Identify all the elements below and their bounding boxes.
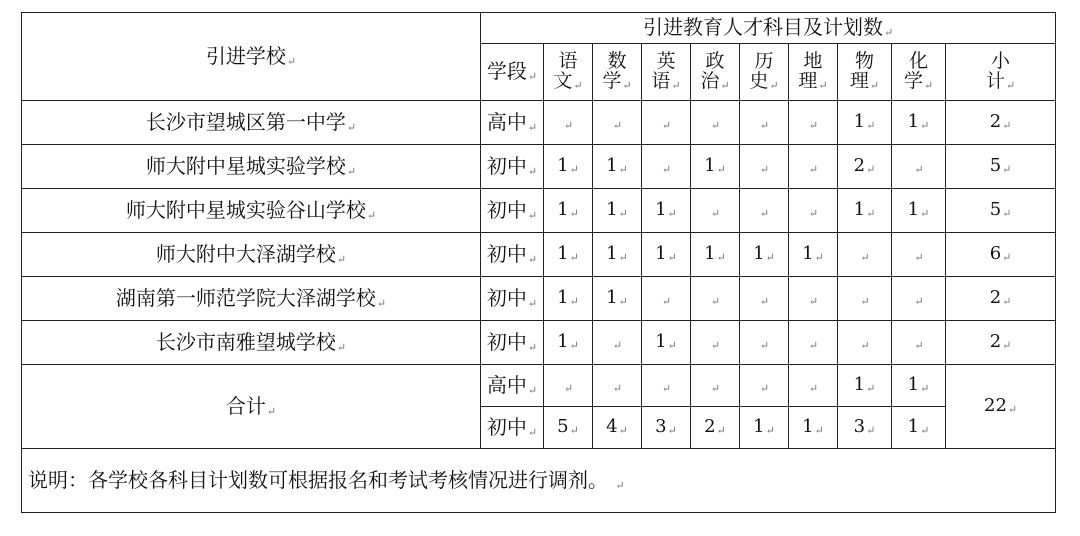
paragraph-mark: ↵ [527,164,538,178]
grand-total-cell [946,365,1056,449]
count-cell [642,321,691,365]
paragraph-mark: ↵ [527,425,538,439]
count-value: 1 [655,199,667,221]
paragraph-mark: ↵ [1002,295,1012,309]
stage-cell [481,277,544,321]
paragraph-mark: ↵ [618,295,628,309]
count-cell [789,321,838,365]
count-cell [838,277,892,321]
school-name: 师大附中星城实验谷山学校 [125,197,366,222]
paragraph-mark: ↵ [618,251,628,265]
paragraph-mark: ↵ [920,424,930,438]
total-count-cell [544,365,593,407]
paragraph-mark: ↵ [661,295,672,309]
count-cell [544,101,593,145]
paragraph-mark: ↵ [527,70,538,84]
paragraph-mark: ↵ [671,79,681,92]
paragraph-mark: ↵ [569,163,579,177]
total-label-cell [22,365,481,449]
stage-value: 初中 [486,197,527,222]
paragraph-mark: ↵ [716,424,726,438]
paragraph-mark: ↵ [808,207,819,221]
paragraph-mark: ↵ [1002,251,1012,265]
count-value: 1 [655,331,667,353]
count-value: 1 [557,155,569,177]
subject-header-line1: 历 [754,50,774,73]
count-cell [740,233,789,277]
school-name: 长沙市南雅望城学校 [155,329,336,354]
count-value: 1 [606,243,618,265]
paragraph-mark: ↵ [808,339,819,353]
paragraph-mark: ↵ [923,79,934,92]
count-value: 1 [704,243,716,265]
count-cell [691,233,740,277]
count-cell [838,189,892,233]
count-value: 1 [907,111,920,133]
paragraph-mark: ↵ [573,79,583,92]
subjects-group-title: 引进教育人才科目及计划数 [642,15,883,40]
paragraph-mark: ↵ [814,424,824,438]
subjects-group-header [481,13,1056,44]
subject-header-line2: 学 [903,70,923,92]
count-cell [740,145,789,189]
paragraph-mark: ↵ [914,163,924,177]
stage-value: 初中 [486,241,527,266]
subject-header-line2: 学 [602,70,622,92]
paragraph-mark: ↵ [866,424,876,438]
count-cell [838,233,892,277]
count-value: 1 [655,243,667,265]
count-cell [740,277,789,321]
count-cell [892,101,946,145]
stage-value: 高中 [486,109,527,134]
grand-total-value: 22 [984,395,1007,417]
paragraph-mark: ↵ [563,119,574,133]
count-value: 1 [557,199,569,221]
total-count-cell [544,407,593,449]
count-value: 1 [557,287,569,309]
subject-header [593,44,642,101]
paragraph-mark: ↵ [266,404,277,418]
count-cell [838,101,892,145]
count-value: 1 [606,199,618,221]
paragraph-mark: ↵ [527,340,538,354]
subject-header-line1: 政 [705,50,725,73]
paragraph-mark: ↵ [563,382,574,396]
count-cell [593,145,642,189]
paragraph-mark: ↵ [667,207,677,221]
total-label: 合计 [225,393,266,418]
paragraph-mark: ↵ [618,163,628,177]
count-cell [892,145,946,189]
count-cell [544,189,593,233]
total-count-value: 3 [655,416,667,438]
count-cell [946,277,1056,321]
paragraph-mark: ↵ [920,119,930,133]
stage-value: 初中 [486,329,527,354]
paragraph-mark: ↵ [286,54,297,68]
school-row [22,101,1056,145]
count-value: 2 [989,111,1002,133]
stage-column-header [481,44,544,101]
count-value: 1 [853,111,866,133]
count-value: 1 [802,243,814,265]
count-cell [946,101,1056,145]
count-cell [892,277,946,321]
count-value: 1 [606,287,618,309]
paragraph-mark: ↵ [765,424,775,438]
paragraph-mark: ↵ [759,295,770,309]
subject-header-line2: 史 [749,70,769,92]
subject-header-line2: 文 [553,70,573,92]
count-cell [892,233,946,277]
subject-header-line1: 地 [803,50,823,73]
subject-header [838,44,892,101]
count-cell [642,145,691,189]
paragraph-mark: ↵ [527,120,538,134]
subject-header [691,44,740,101]
paragraph-mark: ↵ [615,478,625,492]
paragraph-mark: ↵ [527,296,538,310]
paragraph-mark: ↵ [667,339,677,353]
note-text: 说明：各学校各科目计划数可根据报名和考试考核情况进行调剂。 [28,467,608,492]
subject-header-line1: 英 [656,50,676,73]
total-count-value: 1 [753,416,765,438]
school-name-cell [22,189,481,233]
count-cell [946,145,1056,189]
paragraph-mark: ↵ [336,340,347,354]
paragraph-mark: ↵ [1002,163,1012,177]
count-value: 1 [557,243,569,265]
paragraph-mark: ↵ [808,382,819,396]
paragraph-mark: ↵ [710,339,721,353]
paragraph-mark: ↵ [1002,339,1012,353]
paragraph-mark: ↵ [860,251,870,265]
total-count-cell [892,407,946,449]
count-cell [740,189,789,233]
count-cell [691,145,740,189]
paragraph-mark: ↵ [661,119,672,133]
total-count-cell [838,365,892,407]
subject-header [789,44,838,101]
total-count-cell [593,407,642,449]
count-cell [740,101,789,145]
total-count-value: 1 [907,416,920,438]
paragraph-mark: ↵ [914,251,924,265]
school-name-cell [22,321,481,365]
count-cell [892,189,946,233]
subject-header [892,44,946,101]
stage-cell [481,407,544,449]
count-value: 1 [557,331,569,353]
count-cell [691,321,740,365]
subject-header-line1: 小 [991,50,1011,73]
paragraph-mark: ↵ [710,295,721,309]
paragraph-mark: ↵ [759,382,770,396]
total-count-cell [740,407,789,449]
school-name: 师大附中星城实验学校 [145,153,346,178]
count-cell [740,321,789,365]
subject-header-line1: 化 [908,50,928,73]
paragraph-mark: ↵ [866,119,876,133]
count-cell [593,101,642,145]
paragraph-mark: ↵ [914,295,924,309]
total-count-cell [892,365,946,407]
paragraph-mark: ↵ [883,26,894,40]
subject-header-line2: 语 [651,70,671,92]
paragraph-mark: ↵ [866,207,876,221]
count-cell [642,189,691,233]
paragraph-mark: ↵ [569,207,579,221]
paragraph-mark: ↵ [814,251,824,265]
stage-cell [481,321,544,365]
paragraph-mark: ↵ [759,339,770,353]
paragraph-mark: ↵ [710,382,721,396]
paragraph-mark: ↵ [860,295,870,309]
paragraph-mark: ↵ [710,119,721,133]
paragraph-mark: ↵ [765,251,775,265]
paragraph-mark: ↵ [808,119,819,133]
paragraph-mark: ↵ [376,296,387,310]
school-row [22,277,1056,321]
total-count-cell [642,407,691,449]
count-cell [544,233,593,277]
count-cell [544,321,593,365]
total-count-value: 4 [606,416,618,438]
stage-cell [481,365,544,407]
count-value: 6 [989,243,1002,265]
total-count-cell [691,407,740,449]
total-count-value: 1 [907,374,920,396]
subject-header-line2: 理 [798,70,818,92]
paragraph-mark: ↵ [1005,79,1016,92]
count-value: 2 [853,155,866,177]
plan-table [21,12,1056,513]
count-cell [544,145,593,189]
paragraph-mark: ↵ [667,251,677,265]
paragraph-mark: ↵ [866,382,876,396]
paragraph-mark: ↵ [346,164,357,178]
paragraph-mark: ↵ [618,424,628,438]
paragraph-mark: ↵ [759,207,770,221]
count-cell [642,101,691,145]
school-row [22,233,1056,277]
count-cell [691,101,740,145]
paragraph-mark: ↵ [527,383,538,397]
paragraph-mark: ↵ [569,251,579,265]
count-cell [642,233,691,277]
count-cell [593,233,642,277]
count-cell [642,277,691,321]
paragraph-mark: ↵ [914,339,924,353]
paragraph-mark: ↵ [808,295,819,309]
count-value: 1 [704,155,716,177]
paragraph-mark: ↵ [612,339,623,353]
count-value: 1 [853,199,866,221]
subject-header [642,44,691,101]
school-name: 湖南第一师范学院大泽湖学校 [115,285,376,310]
total-count-value: 1 [802,416,814,438]
count-value: 1 [753,243,765,265]
count-cell [838,145,892,189]
paragraph-mark: ↵ [667,424,677,438]
paragraph-mark: ↵ [710,207,721,221]
stage-cell [481,233,544,277]
stage-value: 初中 [486,153,527,178]
count-value: 1 [907,199,920,221]
school-name-cell [22,101,481,145]
paragraph-mark: ↵ [336,252,347,266]
count-cell [789,101,838,145]
school-column-header [22,13,481,101]
paragraph-mark: ↵ [818,79,828,92]
subject-header-line2: 计 [985,70,1005,92]
school-column-header-label: 引进学校 [205,43,286,68]
paragraph-mark: ↵ [920,207,930,221]
total-count-value: 1 [853,374,866,396]
paragraph-mark: ↵ [612,119,623,133]
paragraph-mark: ↵ [1002,119,1012,133]
total-count-cell [593,365,642,407]
count-cell [789,189,838,233]
count-value: 5 [989,199,1002,221]
subject-header-line1: 物 [854,50,874,73]
count-cell [593,321,642,365]
paragraph-mark: ↵ [661,163,672,177]
total-count-cell [740,365,789,407]
note-cell [22,449,1056,513]
school-name: 长沙市望城区第一中学 [145,109,346,134]
paragraph-mark: ↵ [769,79,779,92]
total-row [22,365,1056,407]
school-name-cell [22,145,481,189]
count-cell [691,277,740,321]
count-cell [593,277,642,321]
paragraph-mark: ↵ [808,163,819,177]
paragraph-mark: ↵ [869,79,880,92]
total-count-cell [642,365,691,407]
subject-header-line2: 理 [849,70,869,92]
total-count-value: 5 [557,416,569,438]
stage-column-header-label: 学段 [486,59,527,84]
school-name: 师大附中大泽湖学校 [155,241,336,266]
count-cell [593,189,642,233]
total-count-value: 2 [704,416,716,438]
total-count-value: 3 [853,416,866,438]
count-cell [789,277,838,321]
plan-table-container [21,12,1056,513]
subject-header-line2: 治 [700,70,720,92]
paragraph-mark: ↵ [527,252,538,266]
count-cell [691,189,740,233]
paragraph-mark: ↵ [759,119,770,133]
total-count-cell [789,365,838,407]
school-name-cell [22,233,481,277]
subject-header [946,44,1056,101]
paragraph-mark: ↵ [618,207,628,221]
paragraph-mark: ↵ [569,424,579,438]
count-cell [946,233,1056,277]
count-value: 5 [989,155,1002,177]
subject-header-line1: 语 [558,50,578,73]
paragraph-mark: ↵ [527,208,538,222]
subject-header-line1: 数 [607,50,627,73]
paragraph-mark: ↵ [866,163,876,177]
count-value: 1 [606,155,618,177]
school-row [22,145,1056,189]
stage-value: 高中 [486,372,527,397]
count-cell [946,189,1056,233]
school-row [22,189,1056,233]
paragraph-mark: ↵ [622,79,632,92]
stage-cell [481,189,544,233]
total-count-cell [838,407,892,449]
paragraph-mark: ↵ [1007,403,1018,417]
school-name-cell [22,277,481,321]
count-cell [544,277,593,321]
count-cell [789,233,838,277]
paragraph-mark: ↵ [920,382,930,396]
paragraph-mark: ↵ [1002,207,1012,221]
count-value: 2 [989,287,1002,309]
paragraph-mark: ↵ [346,120,357,134]
paragraph-mark: ↵ [612,382,623,396]
subject-header [740,44,789,101]
count-cell [946,321,1056,365]
paragraph-mark: ↵ [366,208,377,222]
paragraph-mark: ↵ [716,163,726,177]
subject-header [544,44,593,101]
count-value: 2 [989,331,1002,353]
count-cell [789,145,838,189]
stage-value: 初中 [486,414,527,439]
paragraph-mark: ↵ [720,79,730,92]
paragraph-mark: ↵ [860,339,870,353]
count-cell [892,321,946,365]
stage-cell [481,101,544,145]
total-count-cell [789,407,838,449]
stage-value: 初中 [486,285,527,310]
paragraph-mark: ↵ [569,295,579,309]
total-count-cell [691,365,740,407]
paragraph-mark: ↵ [716,251,726,265]
paragraph-mark: ↵ [759,163,770,177]
count-cell [838,321,892,365]
paragraph-mark: ↵ [661,382,672,396]
stage-cell [481,145,544,189]
paragraph-mark: ↵ [569,339,579,353]
school-row [22,321,1056,365]
